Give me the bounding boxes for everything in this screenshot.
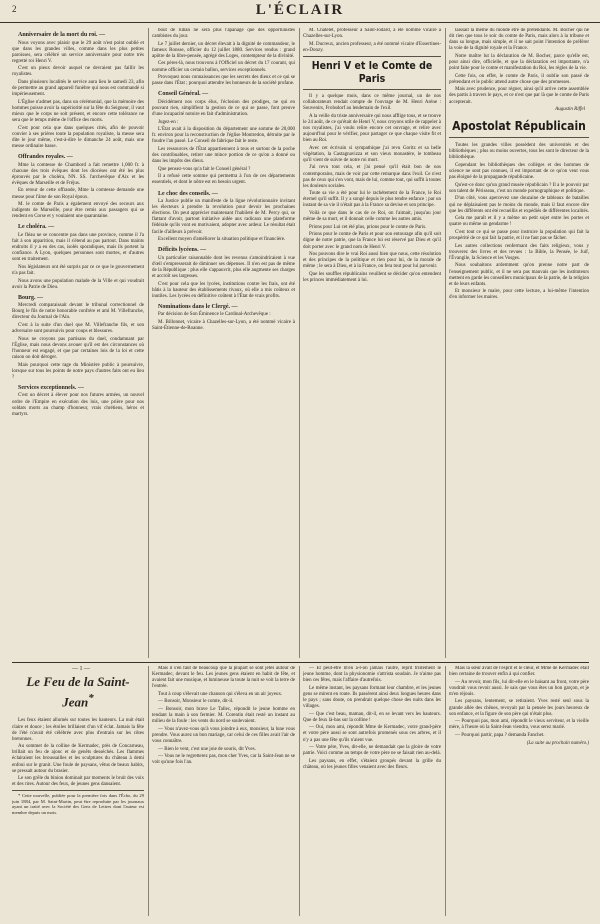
feuilleton-paragraph: Les paysans, en effet, s'étaient groupés devant la grille du château, où les jeunes filles venaient avec des fleurs. — [303, 758, 441, 770]
feuilleton-paragraph: Le même instant, les paysans formant leur chambre, et les jeunes gens se mirent en route. Ils passèrent ainsi deux longues heures dans le pays ; sans doute, on prendrait quelque chose des nuits dans les villages. — [303, 685, 441, 710]
news-item-paragraph: L'État avait à la disposition du département une somme de 20,000 fr. environ pour la reconstruction de l'église Montredon, détruite par le foudre l'an passé. Le Conseil de fabrique fait le reste. — [152, 127, 295, 145]
feuilleton-paragraph: — Bonsoir, Monsieur le comte, dit-il. — [158, 699, 234, 705]
column-1 — [12, 28, 144, 658]
feuilleton-paragraph: — Vous n'avez-vous qu'à vous joindre à eux, monsieur, la lune vous prendre. Vous aurez un bon mariage, car celui de ces filles avait l'air de vous connaître. — [152, 726, 295, 745]
column-separator — [299, 28, 300, 658]
paragraph: Il y a quelque mois, dans ce même journal, un de nos collaborateurs rendait compte de l'ouvrage de M. Henri Arène : Souvenirs, Frohsdorf au lendemain de l'exil. — [303, 93, 441, 112]
paragraph: Toutes les grandes villes possèdent des universités et des bibliothèques ; plus ou moins ouvertes, tous les sont le directeur de la bibliothèque. — [449, 143, 589, 161]
paragraph: Notre maître lut la déclaration de M. Bocher, parce qu'elle est, pour ainsi dire, officielle, et que la déclaration est importante, n'a point faite pour le comte et manifestation du Roi, les règles de la vie. — [449, 53, 589, 72]
column-3-intro — [303, 28, 441, 54]
column-3-article — [303, 94, 441, 284]
feuilleton-paragraph: — Que c'est beau, maman, dit-il, en se levant vers les hauteurs. Que de feux là-bas sur la colline ! — [303, 711, 441, 723]
paragraph: Qu'est-ce donc qu'un grand musée républicain ? Il a le pouvoir par son talent de Périsseau, c'est un monde pornographique et politique. — [449, 182, 589, 194]
paragraph: Nous souhaitons ardemment qu'on prenne notre part de l'enseignement public, et il ne sera pas mauvais que les instituteurs mettent en garde les conseillers municipaux de la patrie, de la religion et de leurs enfants. — [449, 263, 589, 287]
news-item-paragraph: Excellent moyen d'améliorer la situation politique et financière. — [158, 237, 286, 243]
feuilleton-paragraph: — Pourquoi pas, mon ami, répondit le vieux serviteur, et la vieille mère, à l'heure où la Saint-Jean viendra, vous serez marié. — [449, 719, 589, 731]
news-item-paragraph: C'est pour cela que dans quelques cités, afin de pouvoir convier à ses prières toute la population royaliste, la messe sera dite le jour même, c'est-à-dire le dimanche 24 août, mais une messe ordinaire basse. — [12, 125, 144, 149]
column-separator — [299, 666, 300, 916]
article-title-henri-v: Henri V et le Comte de Paris — [303, 56, 441, 90]
feuilleton-column-1 — [12, 666, 144, 916]
news-item-paragraph: Mais pourquoi cette rage du Ministère public à poursuivre, lorsque sur tous les points de notre pays d'autres faits ont eu lieu ? — [12, 362, 144, 380]
paragraph: Avec cet écrivain si sympathique j'ai revu Goritz et sa belle végétation, la Castagnavizza et son vieux monastère, le tombeau qu'il vient de suivre de notre roi mort. — [303, 145, 441, 163]
feuilleton-column-2 — [152, 666, 295, 916]
column-4-article — [449, 143, 589, 301]
news-item-heading: Conseil Général. — — [158, 91, 209, 98]
paragraph: Ces pères-là, nous trouvons à l'Officiel un décret du 17 courant, qui nomme officier un certain ballon, services exceptionnels. — [152, 61, 295, 73]
paragraph: Cela me paraît et il y a même un petit sujet entre les portes et quatre ou même un gendarme ! — [449, 216, 589, 228]
feuilleton-paragraph: — Oui, mon ami, répondit Mme de Kermadec, votre grand-père et votre père aussi se sont autrefois promenés sous ces arbres, et il n'y a pas une fête qu'ils n'aient vue. — [303, 725, 441, 743]
article-signature: Augustin Riffel — [555, 107, 585, 113]
paragraph: laissait la même du monde être de prétendants. M. Bocher qui ne dit rien que tous le soir du comte de Paris, mais alors à la tribune et dans sa longue, mais simple, et il ne sait point l'intention de préférer la voie de la dignité royale et la France. — [449, 28, 589, 52]
paragraph: Provoquez nous connaissances que les secrets des dieux et ce qui se passe dans l'État ; pourquoi attendre les honneurs de la société profane. — [152, 75, 295, 87]
news-item-paragraph: En retour de cette offrande, Mme la comtesse demande une messe pour l'âme de son Royal époux. — [12, 188, 144, 200]
news-item-paragraph: Le fléau ne se concentre pas dans une province, comme il l'a fait à son apparition, mais il s'étend au pas partout. Dans maints endroits il y a eu des cas, isolés sporadiques, mais ils portent la confiance. A Lyon, quelques personnes sont mortes, et d'autres sont en traitement. — [12, 232, 144, 263]
news-item-heading: Le choléra. — — [18, 224, 55, 231]
feuilleton-paragraph: — Bien le vent, c'est une joie de souris, dit Yves. — [158, 746, 256, 752]
news-item-paragraph: Nos législateurs ont été surpris par ce ce que le gouvernement n'a pas fait. — [12, 264, 144, 276]
paragraph: C'est tout ce qui se passe pour instruire la population qui fait la prospérité de ce qui fait la patrie, et il ne faut pas se fâcher. — [449, 229, 589, 242]
news-item-paragraph: Mercredi comparaissait devant le tribunal correctionnel de Bourg le fils de notre honorable confrère et ami M. Villefranche, directeur du Journal de l'Ain. — [12, 303, 144, 321]
news-item-paragraph: Les ressources de l'État appartiennent à tous et surtout de la poche des contribuables, retirer une mince portion de ce qu'on a donné ou dans les impôts des dieux. — [152, 147, 295, 165]
column-separator — [445, 28, 446, 658]
column-3 — [303, 28, 441, 658]
paragraph: Voilà ce que dans le cas de ce Roi, on l'aimait, jusqu'au jour même de sa mort, et il donnait celle comme les autres amis. — [303, 211, 441, 223]
feuilleton-column-3 — [303, 666, 441, 916]
news-item-heading: Nominations dans le Clergé. — — [158, 303, 238, 310]
news-item-heading: Déficits lycéens. — — [158, 247, 207, 254]
feuilleton-paragraph: — Vous ne le regretterez pas, mon cher Yves, car la Saint-Jean ne se voit qu'une fois l'an. — [152, 754, 295, 766]
feuilleton-text-1 — [12, 718, 144, 788]
paragraph: Prions pour le comte de Paris et pour son entourage afin qu'il soit digne de notre patrie, que la France lui est réservé par Dieu et qu'il doit porter avec le grand nom de Henri V. — [303, 232, 441, 250]
news-item-paragraph: Mme la comtesse de Chambord a fait remettre 1,000 fr. à chacune des trois évêques dont les diocèses ont été les plus éprouvés par le choléra, NN. SS. l'archevêque d'Aix et les évêques de Marseille et de Fréjus. — [12, 162, 144, 186]
news-item-paragraph: Nous voyons avec plaisir que le 29 août n'est point oublié et que dans les grandes villes, comme dans les plus petites paroisses, sera célébré un service anniversaire pour notre très regretté roi Henri V. — [12, 40, 144, 64]
news-item-paragraph: C'est un décret à élever pour nos futures armées, un nouvel ordre de l'Empire en exécution des lois, une prière pour nos soldats morts au champ d'honneur, vrais chrétiens, héros et martyrs. — [12, 393, 144, 417]
paragraph: Que les souffles républicains veuillent se décider qu'on entendent les princes immédiatement à lui. — [303, 271, 441, 283]
news-item-heading: Anniversaire de la mort du roi. — — [18, 32, 105, 38]
newspaper-title: L'ÉCLAIR — [255, 2, 345, 18]
page-number-left: 2 — [12, 4, 17, 14]
feuilleton-paragraph: Mais il s'en faut de beaucoup que la plupart se sont jetés autour de Kermadec, devant le feu. Les jeunes gens étaient en habit de fête, et avaient fait une musique, et lumineuse la toute la nuit se voit la terre de l'entrée. — [152, 666, 295, 690]
news-item-paragraph: Par décision de Son Éminence le Cardinal-Archevêque : — [158, 312, 271, 318]
feuilleton-paragraph: Mais la sœur avait de l'esprit et le cœur, et Mme de Kermadec était bien certaine de trouver enfin à qui confier. — [449, 666, 589, 678]
column-4 — [449, 28, 589, 658]
column-2 — [152, 28, 295, 658]
news-item-heading: Services exceptionnels. — — [18, 384, 84, 391]
paragraph: J'ai revu tout cela, et j'ai pensé qu'il était bon de nos contemporains, mais de voir par cette remarque dans l'exil. Ce n'est pas de ceux qui s'en vont, mais de lui, comme tout, qui suffit à toutes les douleurs sociales. — [303, 165, 441, 189]
feuilleton-footnote: * Cette nouvelle, publiée pour la première fois dans l'Écho, du 29 juin 1884, par M. Saint-Martin, peut être reproduite par les journaux ayant un traité avec la Société des Gens de Lettres dont l'auteur est membre depuis un mois. — [12, 790, 144, 815]
feuilleton-column-4 — [449, 666, 589, 916]
paragraph: Et monsieur le maire, pour cette lecture, a lui-même l'intention d'en informer les maires. — [449, 289, 589, 301]
news-item-paragraph: Décidément nos corps élus, l'éclosion des prodiges, ne qui en pouvant rien, simplifient la gestion de ce qui se passe, font preuve d'une incapacité notoire en fait d'administration. — [152, 99, 295, 118]
paragraph: Toute sa vie a été pour lui le rachètement de la France, le Roi éternel qu'il suffit. Il y a songé depuis le plus tendre enfance ; par un instant de sa vie il n'était pas à la France sa devise et son principe. — [303, 191, 441, 209]
news-item-heading: Bourg. — — [18, 294, 44, 301]
to-be-continued: (La suite au prochain numéro.) — [526, 740, 589, 746]
paragraph: Les autres collections renfermant des faits religieux, vous y trouverez des livres et des revues : la Bible, la Pensée, le Juif, l'Évangile, la Science et les Vosges. — [449, 243, 589, 261]
paragraph: M. Chatelet, professeur à Saint-Jodard, a été nommé vicaire à Chazelles-sur-Lyon. — [303, 28, 441, 40]
news-item-paragraph: Nous ne croyons pas partisans du duel, condamnant par l'Église, mais nous devons avouer qu'il est des circonstances où l'honneur est engagé, et que par certaines lois de la loi et cette raison on doit déroger. — [12, 336, 144, 361]
news-item-paragraph: Nous avons une population malade de la Ville et qui voudrait avoir la Patrie de Dieu. — [12, 278, 144, 290]
feuilleton-paragraph: — Bonsoir, mon brave Le Tallec, répondit le jeune homme en tendant la main à son fermier. M. Corentin était resté un instant au milieu de la foule : les vents du nord se soulevaient. — [152, 707, 295, 725]
news-item-paragraph: Il a refusé cette somme qui permettra à l'un de ces départements essentiels, et dont le nôtre est en besoin urgent. — [152, 174, 295, 186]
paragraph: M. Ducreux, ancien professeur, a été nommé vicaire d'Essertines-en-Donzy. — [303, 41, 441, 53]
news-item-paragraph: Un particulier raisonnable dont les revenus s'amoindriraient à vue d'œil s'empresserait de diminuer ses dépenses. Il n'en est pas de même de la République : plus elle s'appauvrit, plus elle augmente ses charges et accroît ses largesses. — [152, 255, 295, 279]
paragraph: Le 7 juillet dernier, un décret élevait à la dignité de commandeur, le fameux Ronsse, officier du 12 juillet 1880. Services rendus : grand apôtre de la libre-pensée, agrégé des Loges, contempteur de la divinité. — [152, 41, 295, 59]
feuilleton-paragraph: — Votre père, Yves, dit-elle, ne demandait que la gloire de votre patrie. Voici comme au temps de votre père ne se faisait rien au-delà. — [303, 745, 441, 757]
feuilleton-title: Le Feu de la Saint-Jean* — [26, 674, 130, 710]
news-item-paragraph: Jugez-en : — [158, 119, 179, 125]
news-item-paragraph: C'est un pieux devoir auquel ne devraient pas faillir les royalistes. — [12, 66, 144, 78]
paragraph: Nos pouvons dire le vrai Roi aussi bien que nous, cette résolution et des principes de la politique et rien pour lui, de la morale de même ; le sera à Dieu, et à la France, on fera tout pour lui parvenir. — [303, 252, 441, 270]
paragraph: bout de ruban ne sera plus l'apanage que des opportunistes cambistes du jour. — [152, 28, 295, 40]
feuilleton-divider — [12, 662, 589, 663]
paragraph: D'un côté, vous apercevez une douzaine de tableaux de batailles qui ne déplaisaient pas le moins du monde, mais il faut encore dire que les différents ont été recueillis et expédiés de différentes localités. — [449, 196, 589, 214]
news-item-paragraph: Que pensez-vous qu'a fait le Conseil général ? — [158, 166, 251, 172]
news-item-paragraph: M. le comte de Paris a également envoyé des secours aux indigents de Marseille, pour être remis aux passagers qui se rendent en Corse et y voulaient une quarantaine. — [12, 202, 144, 220]
column-separator — [148, 666, 149, 916]
news-item-heading: Offrandes royales. — — [18, 154, 73, 161]
paragraph: Mais avec prudence, pour régner, ainsi qu'il arrive cette assemblée des partis à travers le pays, et ce n'est que par là que le comte de Paris accepterait. — [449, 87, 589, 105]
column-4-article-end — [449, 28, 589, 106]
news-item-paragraph: M. Billonnet, vicaire à Chazelles-sur-Lyon, a été nommé vicaire à Saint-Étienne-de-Roanne. — [152, 319, 295, 332]
feuilleton-paragraph: — Au revoir, mon fils, lui dit-elle en le baisant au front, votre père voudrait vous revoir aussi. Je sais que vous êtes un bon garçon, et je m'en réjouis. — [449, 679, 589, 697]
column-separator — [445, 666, 446, 916]
news-item-paragraph: La Justice publie un manifeste de la ligue révolutionnaire invitant les électeurs à prendre la revolution pour devoir les prochaines élections. On peut apprécier maintenant l'habileté de M. Percy qui, se flattant d'avoir, partout initiative aidée aux radicaux une plateforme fédérale qu'ils vont en motivaient, adopter avec ardeur. Le résultat était facile d'ailleurs à prévoir. — [152, 199, 295, 235]
paragraph: Cette fois, on effet, le comte de Paris, il oublie son passé de prétendant et le public attend autre chose que des promesses. — [449, 73, 589, 85]
paragraph: Prions pour Lui cet été plus, prions pour le comte de Paris. — [309, 224, 427, 230]
feuilleton-paragraph: — Pourquoi partir, papa ? demanda Fanchet. — [455, 732, 545, 738]
column-separator — [148, 28, 149, 658]
feuilleton-number: — 1 — — [72, 666, 90, 672]
news-item-paragraph: L'Église n'admet pas, dans un cérémonial, que la mémoire des hommes puisse avoir la supériorité sur la fête du Seigneur, il vaut mieux que le corps ne soit présent, et encore cette tolérance ne sera que le temps même de l'office des morts. — [12, 99, 144, 124]
feuilleton-paragraph: Les paysans, lentement, se retiraient. Yves resté seul sous la grande allée des chênes, revoyait par la pensée les jours heureux de son enfance, et la figure de son père qui n'était plus. — [449, 699, 589, 717]
paragraph: Cependant les bibliothèques des collèges et des hommes de science ne sont pas connues, il est important de ce qu'on veut vous pas éloigné de la propagande républicaine. — [449, 163, 589, 181]
news-item-paragraph: C'est à la suite d'un duel que M. Villefranche fils, et son adversaire sont poursuivis pour coups et blessures. — [12, 323, 144, 335]
feuilleton-paragraph: Tout à coup s'élevait une chanson qui s'éleva en un air joyeux. — [158, 691, 283, 697]
article-title-apostolat: Apostolat Républicain — [449, 119, 589, 138]
masthead — [0, 0, 600, 23]
feuilleton-paragraph: Au sommet de la colline de Kermadec, près de Concarneau, brillait un feu de ajonc et de genêts desséchés. Les flammes éclairaient les broussailles et les sculptures du château à demi enfoui sur le granit. Une foule de paysans, vêtus de beaux habits, se pressait autour du brasier. — [12, 744, 144, 774]
news-item-heading: Le choc des conseils. — — [158, 190, 218, 197]
feuilleton-paragraph: — Et peut-être m'en a-t-on jamais l'autre, reprit tristement le jeune homme, dont la physionomie s'attrista soudain. Je n'aime pas bien ces fêtes, mais l'affaire d'autrefois. — [303, 666, 441, 684]
feuilleton-paragraph: Le son grêle du biniou dominait par moments le bruit des voix et des rires. Autour des feux, de jeunes gens dansaient. — [12, 776, 144, 788]
news-item-paragraph: Dans plusieurs localités le service aura lieu le samedi 23, afin de permettre au grand appareil funèbre qui nous est commandé si impérieusement. — [12, 80, 144, 98]
news-item-paragraph: C'est pour cela que les lycées, institutions contre les frais, ont été bâtis à la hauteur des établissements rivaux, où elle a mis coûteux et inutiles. Les lycées en définitive coûtent à l'État de vrais profits. — [152, 281, 295, 299]
feuilleton-paragraph: Les feux étaient allumés sur toutes les hauteurs. La nuit était claire et douce ; les étoiles brillaient d'un vif éclat. Jamais la fête de l'été n'avait été célébrée avec plus d'entrain sur les côtes bretonnes. — [12, 718, 144, 742]
paragraph: A la veille du triste anniversaire qui nous afflige tous, et se trouve le 24 août, de ce qu'était de Henri V, nous croyons utile de rappeler à nos royalistes, j'ai voulu relire encore cet ouvrage, et relire avec aujourd'hui pour le vérifier, pour partager ce que chaque visite fit et bien au Roi. — [303, 113, 441, 144]
